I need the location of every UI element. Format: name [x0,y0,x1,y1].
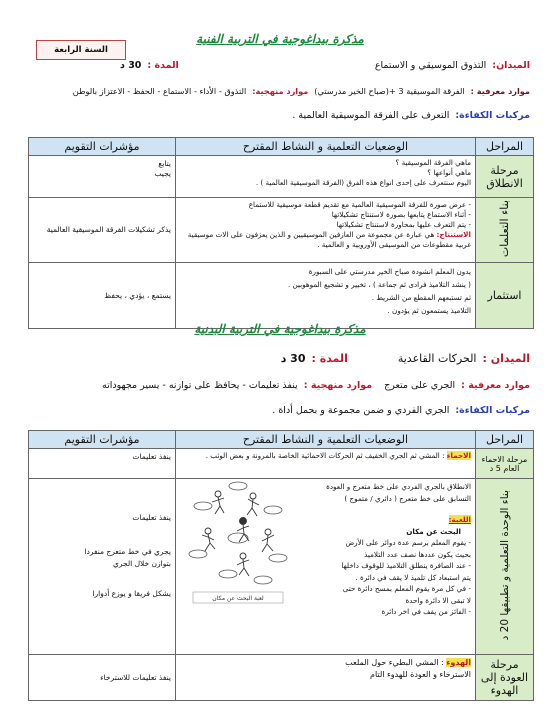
conclusion-text: هي عبارة عن مجموعة من العازفين الموسيقيين و الذين يعزفون على الات موسيقية غربية مقطوعات من الموسيقى الأوروبية و العالمية . [187,230,471,249]
activity-line: يدون المعلم انشودة صباح الخير مدرستي على السبورة [308,267,471,277]
resources-cognitive-label: موارد معرفية : [461,380,530,391]
game-step: - عند الصافرة ينطلق التلاميذ للوقوف داخلها [341,561,471,570]
activity-line: ماهي الفرقة الموسيقية ؟ [395,158,471,167]
duration-label: المدة : [147,60,179,71]
activity-line: اليوم سنتعرف على إحدى انواع هذه الفرق (الفرقة الموسيقية العالمية ) . [255,178,471,187]
stage-cell: مرحلة العودة إلى الهدوء [476,655,534,701]
domain-label: الميدان : [482,352,530,365]
eval-line: يجري في خط متعرج منفردا [84,547,171,556]
domain-value: التذوق الموسيقي و الاستماع [374,60,487,71]
domain-label: الميدان: [492,60,530,71]
activity-line: التلاميذ يستمعون ثم يؤدون . [387,306,471,316]
table-row [29,198,534,263]
activity-line: الانطلاق بالجري الفردي على خط متعرج و العودة [326,482,471,491]
running-children-illustration [183,476,293,606]
activity-line: - يتم التعرف عليها بمحاورة لاستنتاج تشكيلاتها [336,220,471,229]
eval-cell [29,198,176,263]
competency-label: مركبات الكفاءة: [455,110,530,121]
table-row [29,655,534,701]
eval-line: ينفذ تعليمات للاسترخاء [100,672,171,682]
stage-cell: مرحلة الانطلاق [476,156,534,198]
eval-line: ينفذ تعليمات [132,513,171,522]
activity-line: - أثناء الاستماع يتابعها بصورة لاستنتاج تشكيلاتها [331,210,471,219]
eval-line: بتوازن خلال الجري [113,559,171,568]
activity-line: : المشي ثم الجري الخفيف ثم الحركات الاحمائية الخاصة بالمرونة و بعض الوثب . [205,451,445,460]
section1-title: مذكرة بيداغوجية في التربية الفنية [196,32,364,46]
child-figure [237,518,249,543]
table-header-row [29,431,534,449]
stage-cell: استثمار [476,263,534,329]
eval-cell [29,263,176,329]
domain-value: الحركات القاعدية [397,352,477,365]
eval-cell [29,479,176,655]
child-figure [202,528,215,551]
eval-cell [29,449,176,479]
duration-value: 30 د [120,60,142,71]
section1-domain-line [30,60,530,71]
eval-cell [29,156,176,198]
grade-badge: السنة الرابعة [36,40,126,60]
activity-cell [176,263,476,329]
header-activity: الوضعيات التعلمية و النشاط المقترح [176,138,476,156]
eval-line: ينفذ تعليمات [132,452,171,461]
duration-label: المدة : [311,352,348,365]
section2-domain-line [30,352,530,365]
game-name: البحث عن مكان [406,526,461,536]
header-stage: المراحل [476,431,534,449]
section1-resources-line [30,86,530,96]
warmup-label: الاحماء [446,451,471,460]
eval-line: يشكل فريقا و يوزع أدوارا [92,589,171,598]
section1-table [28,137,534,329]
section2-resources-line [30,380,530,391]
activity-cell [176,655,476,701]
activity-cell [176,198,476,263]
section2-title: مذكرة بيداغوجية في التربية البدنية [194,322,366,336]
child-figure [237,553,249,576]
header-activity: الوضعيات التعلمية و النشاط المقترح [176,431,476,449]
activity-line: الاسترخاء و العودة للهدوء التام [370,670,471,679]
eval-line: يستمع ، يؤدي ، يحفظ [104,290,171,300]
table-header-row [29,138,534,156]
eval-cell [29,655,176,701]
activity-cell [176,156,476,198]
resources-cognitive-label: موارد معرفية : [470,86,530,96]
section2-competency-line [30,405,530,416]
stage-cell: مرحلة الاحماء العام 5 د [476,449,534,479]
cooldown-label: الهدوء [446,658,471,667]
header-eval: مؤشرات التقويم [29,431,176,449]
resources-method-label: موارد منهجية : [303,380,373,391]
competency-value: التعرف على الفرقة الموسيقية العالمية . [292,110,450,121]
game-label: اللعبة: [448,515,471,524]
game-step: - يقوم المعلم برسم عدة دوائر على الأرض [345,538,471,547]
game-step: - الفائز من يقف في اخر دائرة [381,607,471,616]
activity-line: ماهي أنواعها ؟ [427,168,471,177]
section1-competency-line [30,110,530,121]
game-step: بحيث يكون عددها نصف عدد التلاميذ [364,549,471,559]
activity-line: ثم تستبعهم المقطع من الشريط . [371,293,471,303]
child-figure [262,529,274,552]
eval-line: يذكر تشكيلات الفرقة الموسيقية العالمية [46,225,171,235]
eval-line: يجيب [154,169,171,178]
activity-line: : المشي البطيء حول الملعب [345,658,444,667]
resources-method-value: ينفذ تعليمات - يحافظ على توازنه - يسير مجهوداته [102,380,298,391]
competency-value: الجري الفردي و ضمن مجموعة و بحمل أداة . [272,405,450,416]
table-row [29,449,534,479]
game-step: - في كل مرة يقوم المعلم بمسح دائرة حتى [342,584,471,593]
table-row [29,263,534,329]
stage-label: بناء الوحدة التعلمية و تطبيقها 20 د [498,489,511,641]
activity-line: التسابق على خط متعرج ( دائري / متموج ) [344,493,471,503]
stage-label: بناء التعلمات [498,200,511,258]
illustration-caption: لعبة البحث عن مكان [212,595,264,602]
child-figure [247,493,259,516]
stage-cell [476,198,534,263]
eval-line: يتابع [158,159,171,168]
child-figure [212,491,224,514]
game-block [331,514,471,618]
activity-cell [176,449,476,479]
stage-cell [476,479,534,655]
duration-value: 30 د [280,352,306,365]
game-step: لا تبقى الا دائرة واحدة [405,595,471,605]
competency-label: مركبات الكفاءة: [455,405,530,416]
header-stage: المراحل [476,138,534,156]
header-eval: مؤشرات التقويم [29,138,176,156]
activity-line: ( ينشد التلاميذ فرادى ثم جماعة ) ، تخيير و تشجيع الموهوبين . [287,280,471,290]
activity-line: - عرض صورة للفرقة الموسيقية العالمية مع تقديم قطعة موسيقية للاستماع [248,200,471,209]
table-row [29,156,534,198]
resources-method-value: التذوق - الأداء - الاستماع - الحفظ - الاعتزاز بالوطن [72,86,247,96]
resources-cognitive-value: الجري على متعرج [384,380,456,391]
conclusion-label: الاستنتاج: [436,230,471,239]
game-step: يتم استبعاد كل تلميذ لا يقف في دائرة . [355,572,471,582]
resources-method-label: موارد منهجية: [252,86,309,96]
resources-cognitive-value: الفرقة الموسيقية 3 +(صباح الخير مدرستي) [314,86,465,96]
